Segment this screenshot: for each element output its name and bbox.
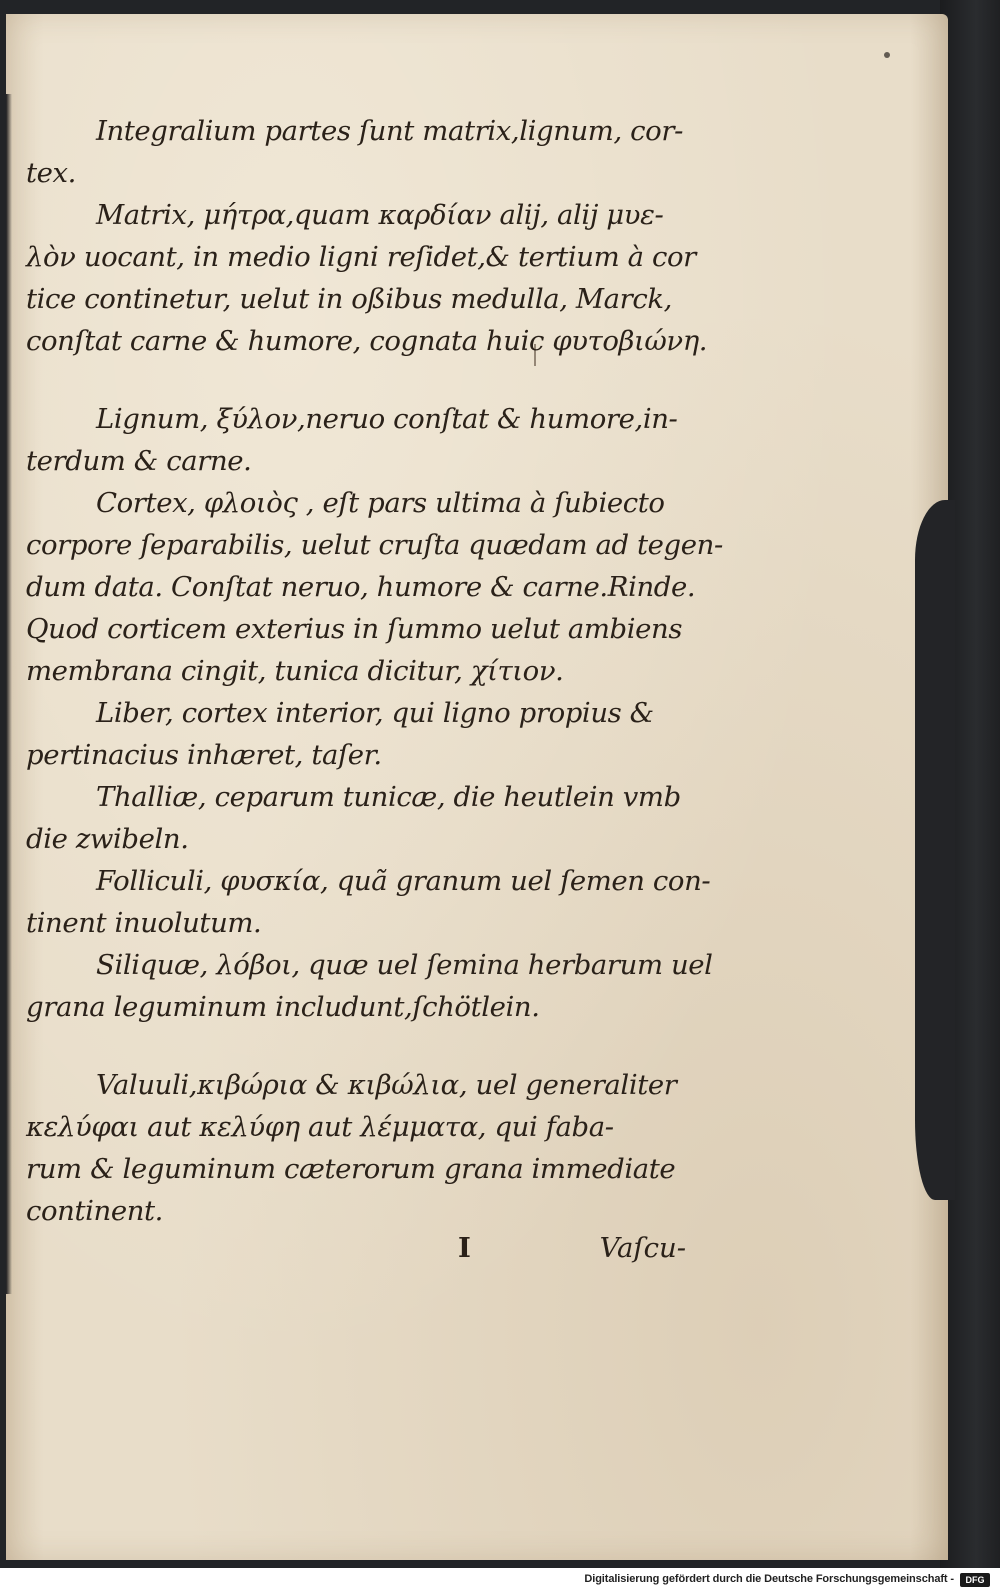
text-line: tex. bbox=[26, 157, 76, 189]
page-text bbox=[26, 110, 723, 1232]
text-line: tice continetur, uelut in oßibus medulla, Marck, bbox=[26, 283, 672, 315]
text-line: Matrix, μήτρα,quam καρδίαν alij, alij μυε- bbox=[96, 199, 664, 231]
signature-mark: I bbox=[458, 1232, 471, 1264]
ink-spot bbox=[884, 52, 890, 58]
text-line: Cortex, φλοιὸς , eſt pars ultima à ſubiecto bbox=[96, 487, 665, 519]
text-line: Integralium partes ſunt matrix,lignum, cor- bbox=[96, 115, 683, 147]
text-line: Quod corticem exterius in ſummo uelut ambiens bbox=[26, 613, 683, 645]
paragraph-gap bbox=[26, 362, 686, 398]
catchword: Vaſcu- bbox=[599, 1232, 686, 1264]
text-line: grana leguminum includunt,ſchötlein. bbox=[26, 991, 540, 1023]
text-line: conſtat carne & humore, cognata huic φυτοβιώνη. bbox=[26, 325, 708, 357]
text-line: tinent inuolutum. bbox=[26, 907, 262, 939]
text-line: rum & leguminum cæterorum grana immediate bbox=[26, 1153, 676, 1185]
text-line: continent. bbox=[26, 1195, 164, 1227]
text-line: dum data. Conſtat neruo, humore & carne.Rinde. bbox=[26, 571, 696, 603]
text-line: terdum & carne. bbox=[26, 445, 252, 477]
dfg-logo-icon: DFG bbox=[960, 1573, 990, 1587]
text-line: pertinacius inhæret, taſer. bbox=[26, 739, 382, 771]
text-line: corpore ſeparabilis, uelut cruſta quædam ad tegen- bbox=[26, 529, 723, 561]
text-line: Folliculi, φυσκία, quã granum uel ſemen con- bbox=[96, 865, 711, 897]
text-line: Lignum, ξύλον,neruo conſtat & humore,in- bbox=[96, 403, 678, 435]
digitization-footer bbox=[0, 1570, 1000, 1592]
text-line: Liber, cortex interior, qui ligno propius & bbox=[96, 697, 654, 729]
page-foot-line bbox=[26, 1232, 686, 1274]
paragraph-gap bbox=[26, 1028, 686, 1064]
text-line: κελύφαι aut κελύφη aut λέμματα, qui faba- bbox=[26, 1111, 614, 1143]
torn-page-edge bbox=[915, 500, 955, 1200]
text-line: die zwibeln. bbox=[26, 823, 189, 855]
book-page bbox=[6, 14, 948, 1560]
binding-shadow bbox=[6, 94, 12, 1294]
text-line: Thalliæ, ceparum tunicæ, die heutlein vmb bbox=[96, 781, 681, 813]
text-line: membrana cingit, tunica dicitur, χίτιον. bbox=[26, 655, 564, 687]
text-line: Valuuli,κιβώρια & κιβώλια, uel generaliter bbox=[96, 1069, 677, 1101]
text-line: Siliquæ, λόβοι, quæ uel ſemina herbarum uel bbox=[96, 949, 713, 981]
text-line: λὸν uocant, in medio ligni reſidet,& tertium à cor bbox=[26, 241, 696, 273]
funding-credit: Digitalisierung gefördert durch die Deutsche Forschungsgemeinschaft - bbox=[584, 1573, 954, 1585]
